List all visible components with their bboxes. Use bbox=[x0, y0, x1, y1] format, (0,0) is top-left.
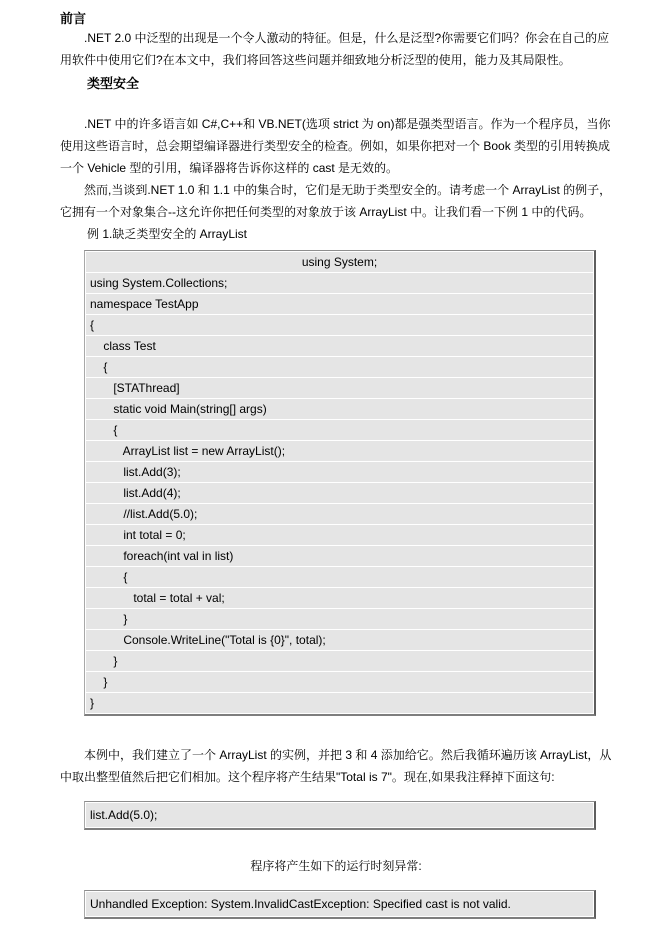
code-line: //list.Add(5.0); bbox=[86, 504, 593, 524]
code-line: static void Main(string[] args) bbox=[86, 399, 593, 419]
type-safety-text-line: 然而,当谈到.NET 1.0 和 1.1 中的集合时，它们是无助于类型安全的。请考虑一个 ArrayList 的例子， bbox=[60, 183, 612, 197]
code-line: int total = 0; bbox=[86, 525, 593, 545]
intro-text-line: .NET 2.0 中泛型的出现是一个令人激动的特征。但是，什么是泛型?你需要它们吗？你会在自己的应 bbox=[60, 31, 610, 45]
type-safety-text-line: 它拥有一个对象集合--这允许你把任何类型的对象放于该 ArrayList 中。让我们看一下例 1 中的代码。 bbox=[60, 205, 592, 219]
type-safety-paragraph-2 bbox=[60, 179, 612, 223]
section-heading-type-safety: 类型安全 bbox=[87, 76, 140, 91]
code-block-example1 bbox=[84, 250, 596, 716]
code-line: ArrayList list = new ArrayList(); bbox=[86, 441, 593, 461]
exception-line: Unhandled Exception: System.InvalidCastException: Specified cast is not valid. bbox=[86, 892, 593, 916]
explanation-text-line: 中取出整型值然后把它们相加。这个程序将产生结果"Total is 7"。现在,如果我注释掉下面这句: bbox=[60, 770, 555, 784]
code-line: class Test bbox=[86, 336, 593, 356]
code-line: } bbox=[86, 693, 593, 713]
code-line: { bbox=[86, 567, 593, 587]
code-snippet-block bbox=[84, 801, 596, 830]
intro-text-line: 用软件中使用它们?在本文中，我们将回答这些问题并细致地分析泛型的使用，能力及其局限性。 bbox=[60, 53, 571, 67]
code-line: total = total + val; bbox=[86, 588, 593, 608]
section-heading-preface: 前言 bbox=[60, 11, 87, 26]
code-line: [STAThread] bbox=[86, 378, 593, 398]
code-line: } bbox=[86, 609, 593, 629]
code-line: Console.WriteLine("Total is {0}", total); bbox=[86, 630, 593, 650]
runtime-exception-note: 程序将产生如下的运行时刻异常: bbox=[250, 859, 422, 873]
code-line: namespace TestApp bbox=[86, 294, 593, 314]
code-line: using System; bbox=[86, 252, 593, 272]
example1-caption: 例 1.缺乏类型安全的 ArrayList bbox=[87, 227, 248, 241]
code-line: } bbox=[86, 651, 593, 671]
code-line: using System.Collections; bbox=[86, 273, 593, 293]
code-line: list.Add(5.0); bbox=[86, 803, 593, 827]
exception-output-block bbox=[84, 890, 596, 919]
type-safety-text-line: 一个 Vehicle 型的引用，编译器将告诉你这样的 cast 是无效的。 bbox=[60, 161, 399, 175]
code-line: foreach(int val in list) bbox=[86, 546, 593, 566]
code-line: } bbox=[86, 672, 593, 692]
type-safety-paragraph-1 bbox=[60, 113, 612, 179]
intro-paragraph bbox=[60, 27, 612, 71]
code-line: { bbox=[86, 315, 593, 335]
type-safety-text-line: 使用这些语言时，总会期望编译器进行类型安全的检查。例如，如果你把对一个 Book 类型的引用转换成 bbox=[60, 139, 611, 153]
code-line: list.Add(4); bbox=[86, 483, 593, 503]
type-safety-text-line: .NET 中的许多语言如 C#,C++和 VB.NET(选项 strict 为 on)都是强类型语言。作为一个程序员，当你 bbox=[60, 117, 611, 131]
code-line: { bbox=[86, 420, 593, 440]
code-line: { bbox=[86, 357, 593, 377]
explanation-text-line: 本例中，我们建立了一个 ArrayList 的实例，并把 3 和 4 添加给它。然后我循环遍历该 ArrayList，从 bbox=[60, 748, 612, 762]
code-line: list.Add(3); bbox=[86, 462, 593, 482]
explanation-paragraph bbox=[60, 744, 612, 788]
